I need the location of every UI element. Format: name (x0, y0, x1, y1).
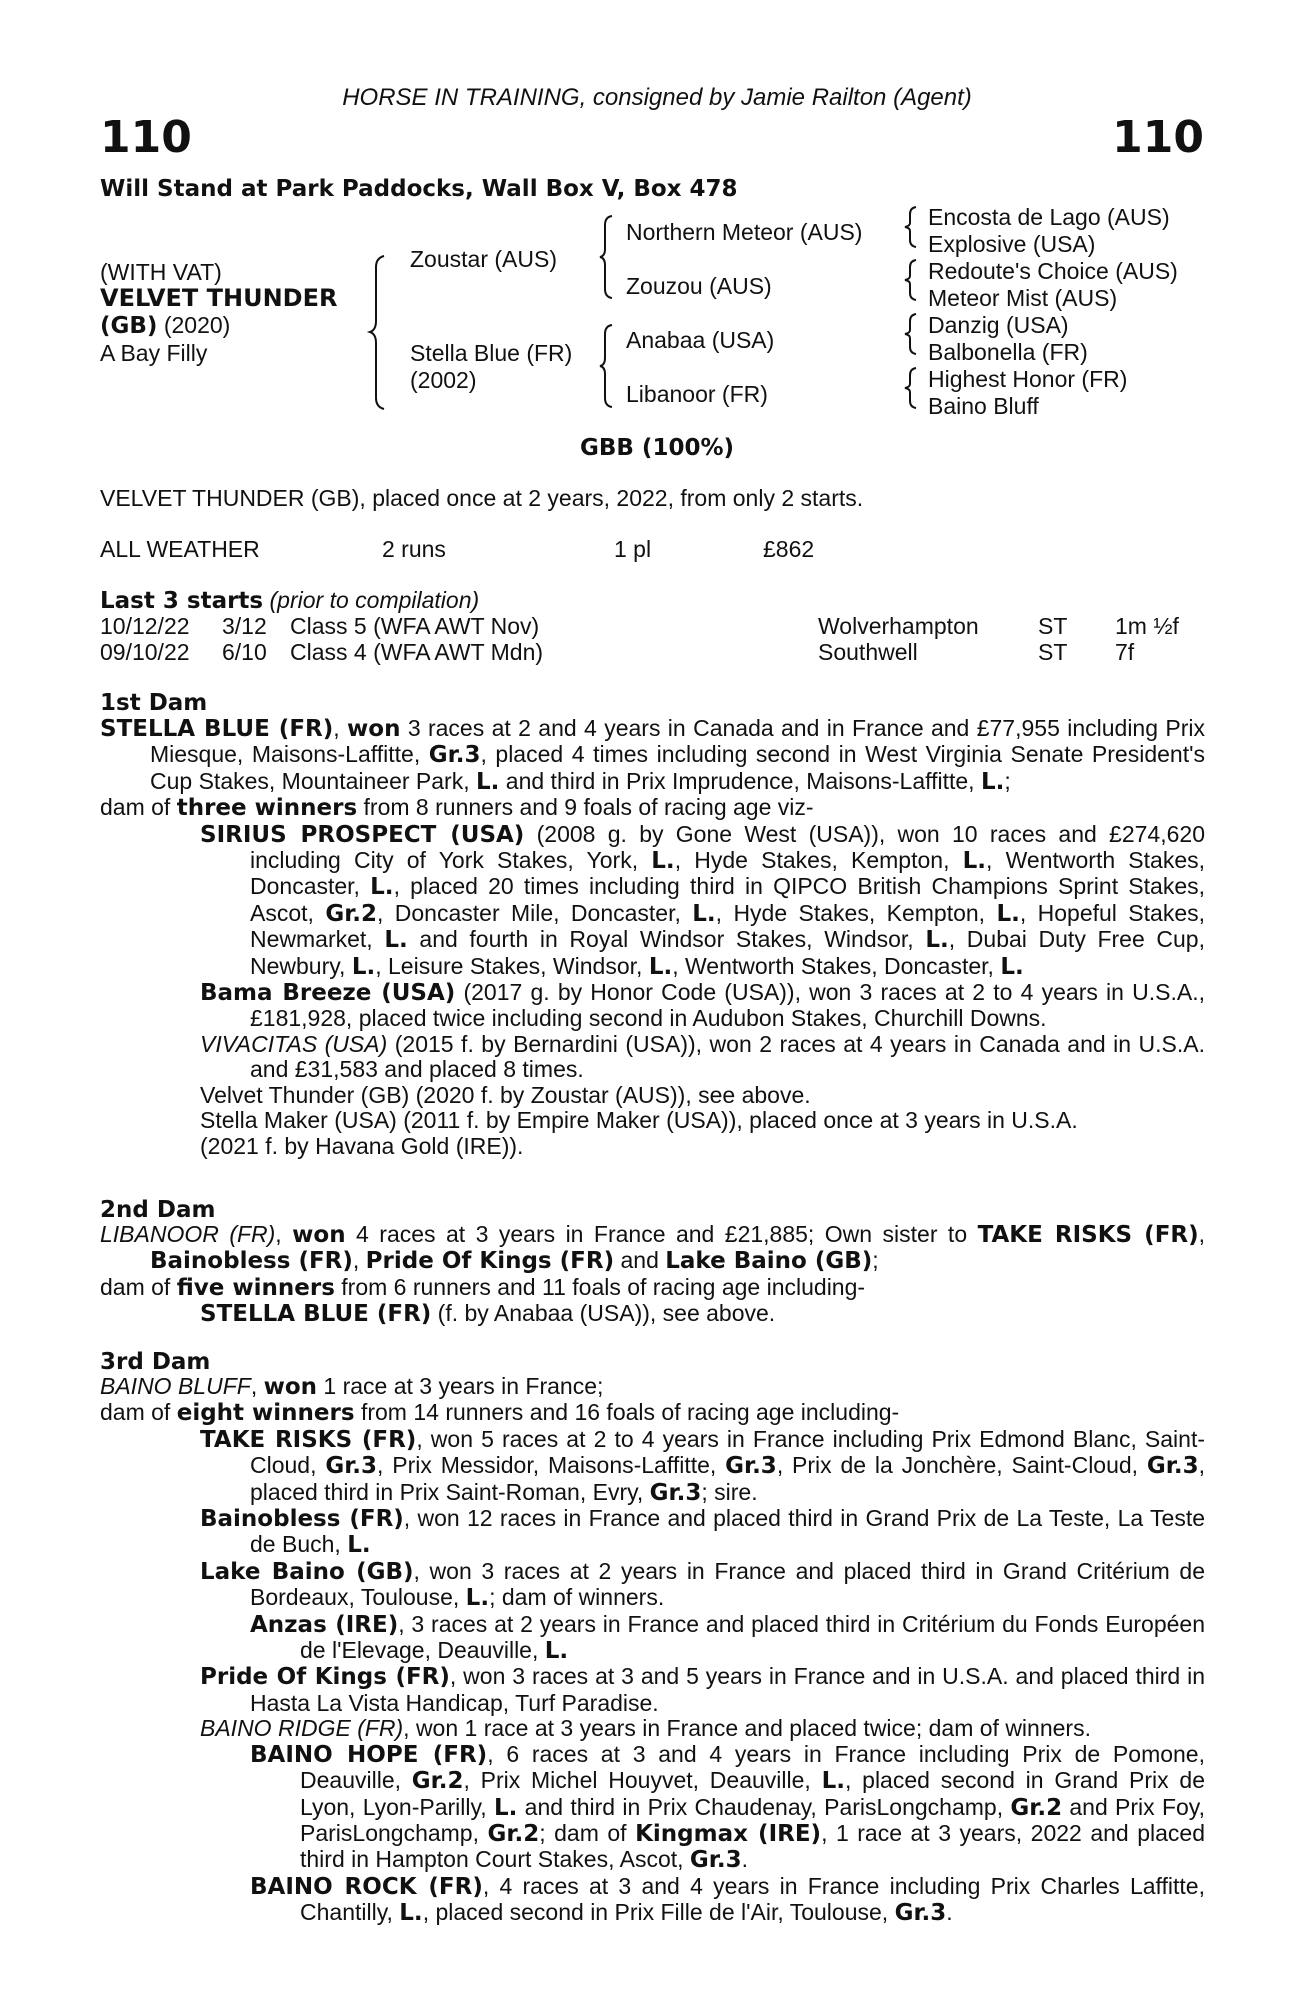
pedigree-sire-dam: Zouzou (AUS) (626, 273, 772, 299)
race-summary: VELVET THUNDER (GB), placed once at 2 years, 2022, from only 2 starts. (100, 485, 864, 511)
sale-title: HORSE IN TRAINING, consigned by Jamie Railton (Agent) (342, 84, 972, 111)
horse-description: A Bay Filly (100, 340, 208, 366)
lot-number-right: 110 (1112, 112, 1204, 163)
start-course: Wolverhampton (818, 613, 979, 639)
pedigree-bracket-sire (600, 215, 620, 300)
pedigree-gg-7: Highest Honor (FR) (928, 366, 1128, 392)
start-going: ST (1038, 613, 1068, 639)
start-distance: 1m ½f (1115, 613, 1179, 639)
pedigree-bracket-g4 (905, 367, 921, 409)
horse-name: VELVET THUNDER (100, 284, 338, 312)
produce-take-risks: TAKE RISKS (FR), won 5 races at 2 to 4 years in France including Prix Edmond Blanc, Saint-Cloud, Gr.3, Prix Messidor, Maisons-Laffitte, Gr.3, Prix de la Jonchère, Saint-Cloud, Gr.3, placed third in Prix Saint-Roman, Evry, Gr.3; sire. (200, 1425, 1206, 1506)
gbb-percentage: GBB (100%) (579, 435, 735, 461)
pedigree-sire: Zoustar (AUS) (410, 246, 557, 272)
first-dam-section (100, 716, 1205, 1159)
record-earnings: £862 (763, 536, 815, 562)
pedigree-dam: Stella Blue (FR) (410, 340, 573, 366)
pedigree-gg-3: Redoute's Choice (AUS) (928, 258, 1178, 284)
produce-sirius-prospect: SIRIUS PROSPECT (USA) (2008 g. by Gone West (USA)), won 10 races and £274,620 including City of York Stakes, York, L., Hyde Stakes, Kempton, L., Wentworth Stakes, Doncaster, L., placed 20 times including third in QIPCO British Champions Sprint Stakes, Ascot, Gr.2, Doncaster Mile, Doncaster, L., Hyde Stakes, Kempton, L., Hopeful Stakes, Newmarket, L. and fourth in Royal Windsor Stakes, Windsor, L., Dubai Duty Free Cup, Newbury, L., Leisure Stakes, Windsor, L., Wentworth Stakes, Doncaster, L. (200, 820, 1206, 980)
produce-vivacitas: VIVACITAS (USA) (2015 f. by Bernardini (USA)), won 2 races at 4 years in Canada and in U.S.A. and £31,583 and placed 8 times. (200, 1030, 1205, 1083)
pedigree-gg-8: Baino Bluff (928, 393, 1039, 419)
second-dam-entry: LIBANOOR (FR), won 4 races at 3 years in France and £21,885; Own sister to TAKE RISKS (FR), Bainobless (FR), Pride Of Kings (FR) and Lake Baino (GB); (100, 1221, 1206, 1275)
pedigree-bracket-g2 (905, 259, 921, 301)
lot-number-left: 110 (100, 112, 192, 163)
pedigree-bracket-dam (600, 324, 620, 409)
produce-velvet-thunder: Velvet Thunder (GB) (2020 f. by Zoustar (AUS)), see above. (200, 1081, 811, 1108)
first-dam-produce-summary: dam of three winners from 8 runners and 9 foals of racing age viz- (100, 794, 814, 822)
produce-baino-ridge: BAINO RIDGE (FR), won 1 race at 3 years in France and placed twice; dam of winners. (200, 1715, 1091, 1742)
start-race: Class 5 (WFA AWT Nov) (290, 613, 540, 639)
pedigree-sire-sire: Northern Meteor (AUS) (626, 219, 863, 245)
vat-note: (WITH VAT) (100, 259, 222, 285)
pedigree-bracket-main (370, 255, 400, 410)
start-race: Class 4 (WFA AWT Mdn) (290, 639, 544, 665)
start-going: ST (1038, 639, 1068, 665)
pedigree-dam-dam: Libanoor (FR) (626, 381, 768, 407)
last-starts-heading: Last 3 starts (prior to compilation) (100, 587, 480, 614)
first-dam-heading: 1st Dam (100, 690, 208, 716)
produce-bainobless: Bainobless (FR), won 12 races in France and placed third in Grand Prix de La Teste, La Teste de Buch, L. (200, 1505, 1205, 1559)
horse-origin-year: (GB) (2020) (100, 312, 231, 339)
produce-havana-gold-foal: (2021 f. by Havana Gold (IRE)). (200, 1132, 524, 1159)
pedigree-bracket-g3 (905, 313, 921, 355)
pedigree-bracket-g1 (905, 206, 921, 248)
start-distance: 7f (1115, 639, 1135, 665)
produce-stella-blue: STELLA BLUE (FR) (f. by Anabaa (USA)), see above. (200, 1300, 776, 1328)
pedigree-dam-sire: Anabaa (USA) (626, 327, 775, 353)
produce-bama-breeze: Bama Breeze (USA) (2017 g. by Honor Code (USA)), won 3 races at 2 to 4 years in U.S.A., £181,928, placed twice including second in Audubon Stakes, Churchill Downs. (200, 979, 1205, 1032)
start-position: 3/12 (222, 613, 267, 639)
second-dam-section (100, 1222, 1205, 1328)
start-position: 6/10 (222, 639, 267, 665)
record-runs: 2 runs (382, 536, 446, 562)
produce-stella-maker: Stella Maker (USA) (2011 f. by Empire Maker (USA)), placed once at 3 years in U.S.A. (200, 1107, 1078, 1134)
record-surface: ALL WEATHER (100, 536, 260, 562)
pedigree-gg-2: Explosive (USA) (928, 231, 1096, 257)
produce-baino-hope: BAINO HOPE (FR), 6 races at 3 and 4 years in France including Prix de Pomone, Deauville, Gr.2, Prix Michel Houyvet, Deauville, L., placed second in Grand Prix de Lyon, Lyon-Parilly, L. and third in Prix Chaudenay, ParisLongchamp, Gr.2 and Prix Foy, ParisLongchamp, Gr.2; dam of Kingmax (IRE), 1 race at 3 years, 2022 and placed third in Hampton Court Stakes, Ascot, Gr.3. (250, 1740, 1206, 1874)
pedigree-gg-6: Balbonella (FR) (928, 339, 1088, 365)
third-dam-section (100, 1374, 1205, 1927)
third-dam-entry: BAINO BLUFF, won 1 race at 3 years in France; (100, 1373, 604, 1400)
start-course: Southwell (818, 639, 918, 665)
stand-location: Will Stand at Park Paddocks, Wall Box V, Box 478 (100, 176, 738, 202)
first-dam-entry: STELLA BLUE (FR), won 3 races at 2 and 4 years in Canada and in France and £77,955 including Prix Miesque, Maisons-Laffitte, Gr.3, placed 4 times including second in West Virginia Senate President's Cup Stakes, Mountaineer Park, L. and third in Prix Imprudence, Maisons-Laffitte, L.; (100, 715, 1205, 795)
pedigree-gg-4: Meteor Mist (AUS) (928, 285, 1118, 311)
pedigree-gg-1: Encosta de Lago (AUS) (928, 204, 1170, 230)
pedigree-gg-5: Danzig (USA) (928, 312, 1069, 338)
produce-pride-of-kings: Pride Of Kings (FR), won 3 races at 3 and 5 years in France and in U.S.A. and placed third in Hasta La Vista Handicap, Turf Paradise. (200, 1663, 1205, 1716)
produce-lake-baino: Lake Baino (GB), won 3 races at 2 years in France and placed third in Grand Critérium de Bordeaux, Toulouse, L.; dam of winners. (200, 1557, 1206, 1612)
start-date: 10/12/22 (100, 613, 190, 639)
start-date: 09/10/22 (100, 639, 190, 665)
third-dam-heading: 3rd Dam (100, 1349, 211, 1375)
record-placed: 1 pl (614, 536, 652, 562)
produce-anzas: Anzas (IRE), 3 races at 2 years in France and placed third in Critérium du Fonds Européen de l'Elevage, Deauville, L. (250, 1610, 1205, 1665)
pedigree-dam-year: (2002) (410, 367, 477, 393)
produce-baino-rock: BAINO ROCK (FR), 4 races at 3 and 4 years in France including Prix Charles Laffitte, Chantilly, L., placed second in Prix Fille de l'Air, Toulouse, Gr.3. (250, 1872, 1205, 1927)
second-dam-produce-summary: dam of five winners from 6 runners and 11 foals of racing age including- (100, 1273, 866, 1301)
third-dam-produce-summary: dam of eight winners from 14 runners and 16 foals of racing age including- (100, 1399, 900, 1427)
second-dam-heading: 2nd Dam (100, 1197, 216, 1223)
